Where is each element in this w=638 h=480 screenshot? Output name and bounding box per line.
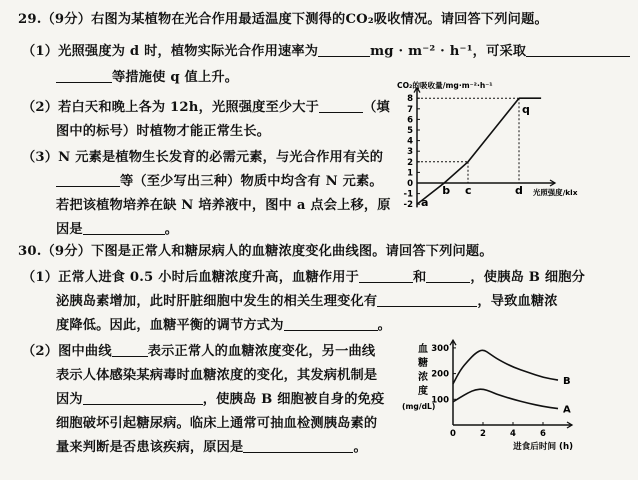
curve-B [453,350,558,384]
co2-absorption-chart [395,76,635,226]
q30-p1-text-e: ，导致血糖浓 [477,294,558,309]
q29-part1-line2 [56,66,238,85]
q29-p1-text-c: 等措施使 q 值上升。 [112,70,239,85]
q30-stem: 30.（9分）下图是正常人和糖尿病人的血糖浓度变化曲线图。请回答下列问题。 [18,244,493,259]
y-tick-label: 100 [431,395,449,406]
q29-part2-line1 [22,96,390,115]
q30-p2-text-e: ，使胰岛 B 细胞被自身的免疫 [202,392,385,407]
y-tick-label: -1 [403,189,413,200]
point-label-d: d [515,184,523,197]
y-tick-label: 6 [407,115,413,126]
q29-p1-text-a: （1）光照强度为 d 时，植物实际光合作用速率为 [22,44,319,59]
q29-blank-2[interactable] [526,44,630,57]
q30-p1-text-a: （1）正常人进食 0.5 小时后血糖浓度升高，血糖作用于 [22,270,360,285]
q29-part3-line4 [56,218,178,237]
curve-label-B: B [563,376,571,388]
y-tick-label: 0 [407,179,413,189]
y-tick-label: 5 [407,126,413,136]
q29-part3-line3: 若把该植物培养在缺 N 培养液中，图中 a 点会上移，原 [56,198,391,213]
q30-part2-line2: 表示人体感染某病毒时血糖浓度的变化，其发病机制是 [56,368,378,383]
y-tick-label: 7 [407,104,413,115]
q29-blank-1[interactable] [318,44,370,57]
y-tick-label: -2 [403,200,413,211]
curve-A [453,389,558,408]
y-tick-label: 300 [431,343,449,354]
y-tick-label: 1 [407,168,413,179]
y-tick-label: 2 [407,157,413,168]
y-tick-label: 8 [407,94,413,105]
q30-blank-6[interactable] [83,392,203,405]
q30-blank-2[interactable] [426,270,470,283]
q29-p1-text-b: mg · m⁻² · h⁻¹，可采取 [370,44,527,59]
q30-part1-line1 [22,266,585,285]
x-axis-label: 进食后时间 (h) [513,442,573,452]
y-axis-unit: (mg/dL) [402,402,436,411]
q29-part3-line2 [56,170,383,189]
q30-part1-line3 [56,314,391,333]
curve-label-A: A [563,404,571,416]
q29-blank-3[interactable] [56,70,112,83]
q29-part2-line2: 图中的标号）时植物才能正常生长。 [56,124,271,139]
x-tick-label: 2 [480,429,486,439]
q30-part1-line2 [56,290,558,309]
q29-blank-4[interactable] [319,100,363,113]
q29-part3-line1: （3）N 元素是植物生长发育的必需元素，与光合作用有关的 [22,150,384,165]
x-tick-label: 4 [510,429,516,439]
point-label-a: a [421,196,429,210]
q29-blank-6[interactable] [83,222,165,235]
y-tick-label: 4 [407,136,413,147]
q30-blank-3[interactable] [377,294,477,307]
x-tick-label: 0 [450,429,456,439]
q29-p2-text-a: （2）若白天和晚上各为 12h，光照强度至少大于 [22,100,320,115]
y-tick-label: 200 [431,369,449,380]
y-axis-label-char: 度 [418,386,428,397]
y-axis-label-char: 血 [418,344,428,355]
q30-part2-line1 [22,340,375,359]
q30-blank-1[interactable] [359,270,413,283]
x-axis-label: 光照强度/klx [533,188,578,197]
q30-p1-text-g: 。 [377,318,391,333]
q30-p2-text-g: 量来判断是否患该疾病，原因是 [56,440,244,455]
blood-glucose-chart [398,322,598,472]
q30-p1-text-d: 泌胰岛素增加，此时肝脏细胞中发生的相关生理变化有 [56,294,378,309]
q30-p1-text-f: 度降低。因此，血糖平衡的调节方式为 [56,318,284,333]
q29-p2-text-b: （填 [363,100,390,115]
x-tick-label: 6 [540,429,546,439]
point-label-q: q [522,103,530,117]
q30-p1-text-c: ，使胰岛 B 细胞分 [470,270,586,285]
q29-p3-text-d: 因是 [56,222,83,237]
q29-stem: 29.（9分）右图为某植物在光合作用最适温度下测得的CO₂吸收情况。请回答下列问题。 [18,12,548,27]
q29-p3-text-b: 等（至少写出三种）物质中均含有 N 元素。 [120,174,383,189]
q30-p2-text-a: （2）图中曲线 [22,344,112,359]
y-axis-label: CO₂的吸收量/mg·m⁻²·h⁻¹ [397,81,493,90]
q29-part1-line1 [22,40,630,59]
q30-part2-line5 [56,436,367,455]
q30-p1-text-b: 和 [413,270,427,285]
q29-blank-5[interactable] [56,174,120,187]
y-axis-label-char: 浓 [418,372,428,383]
q30-blank-4[interactable] [284,318,378,331]
q30-p2-text-b: 表示正常人的血糖浓度变化，另一曲线 [147,344,376,359]
q30-part2-line4: 细胞破坏引起糖尿病。临床上通常可抽血检测胰岛素的 [56,416,378,431]
q29-p3-text-e: 。 [164,222,179,237]
y-tick-label: 3 [407,147,413,158]
q30-part2-line3 [56,388,384,407]
q30-blank-7[interactable] [243,440,353,453]
q30-p2-text-d: 因为 [56,392,83,407]
q30-blank-5[interactable] [112,344,148,357]
point-label-c: c [465,184,472,197]
point-label-b: b [442,184,451,197]
y-axis-label-char: 糖 [418,358,428,369]
q30-p2-text-h: 。 [353,440,367,455]
